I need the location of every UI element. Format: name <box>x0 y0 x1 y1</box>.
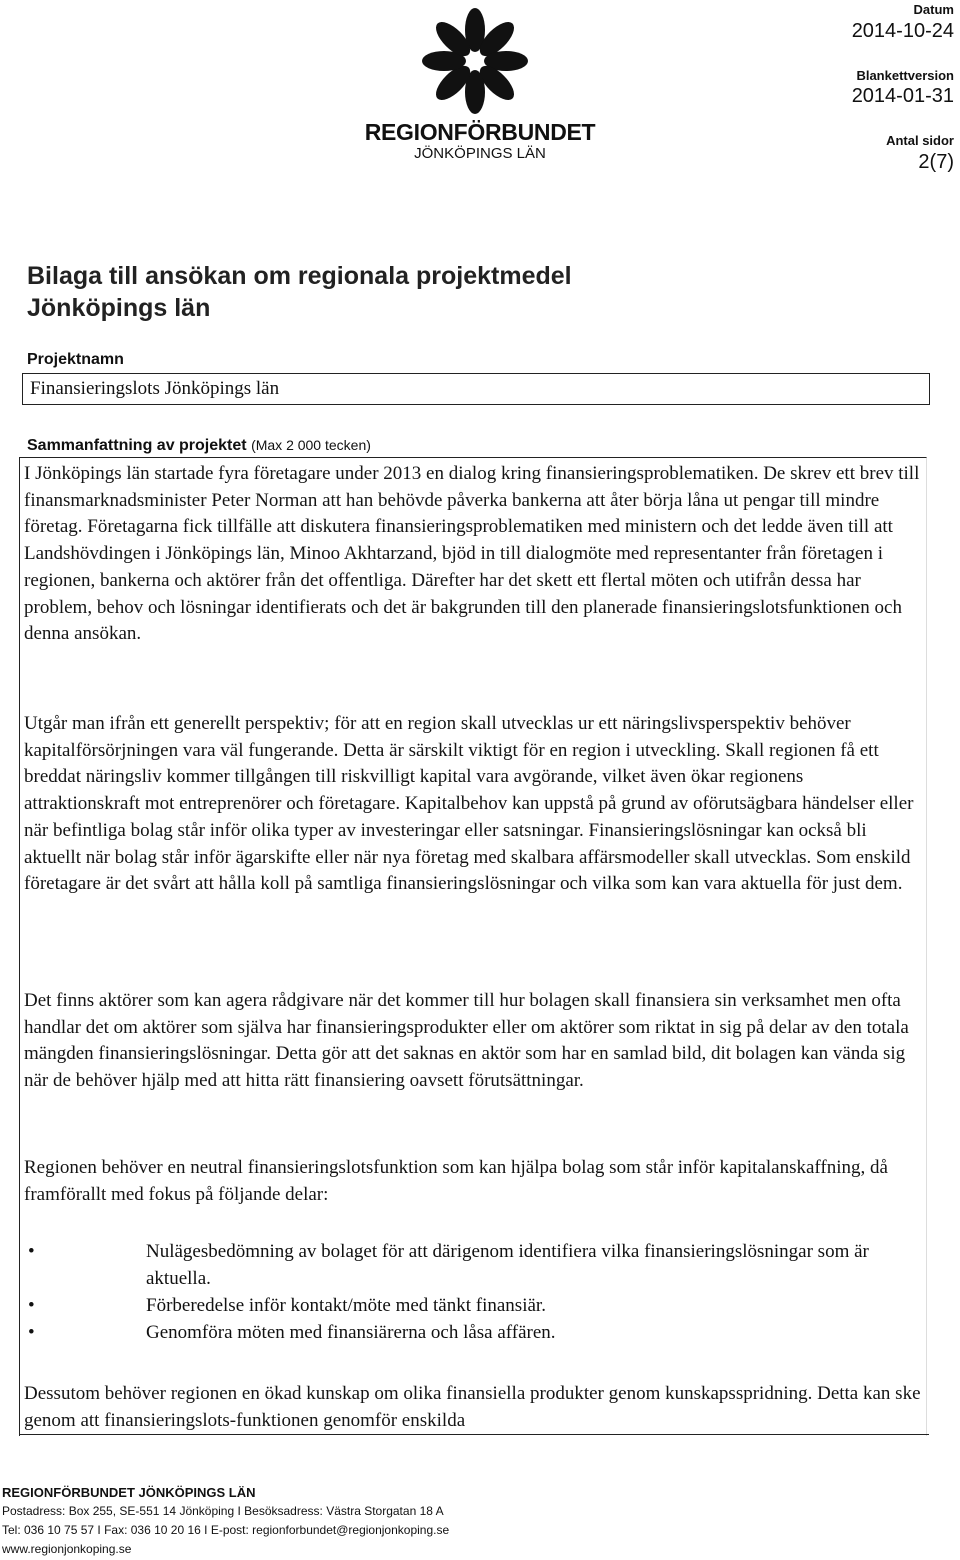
bullet-icon: • <box>28 1322 35 1343</box>
form-version-value: 2014-01-31 <box>851 85 954 107</box>
footer-address: Postadress: Box 255, SE-551 14 Jönköping I Besöksadress: Västra Storgatan 18 A <box>2 1504 444 1518</box>
summary-paragraph: Dessutom behöver regionen en ökad kunskap om olika finansiella produkter genom kunskapsspridning. Detta kan ske genom att finansieringslots-funktionen genomför enskilda <box>24 1383 921 1431</box>
footer-organization: REGIONFÖRBUNDET JÖNKÖPINGS LÄN <box>2 1485 256 1500</box>
summary-paragraph: Utgår man ifrån ett generellt perspektiv; för att en region skall utvecklas ur ett näringslivsperspektiv behöver kapitalförsörjningen vara väl fungerande. Detta är särskilt viktigt för en region i utveckling. Skall regionen få ett breddat näringsliv kommer tillgången till riskvilligt kapital vara avgörande, vilket även ökar regionens attraktionskraft mot entreprenörer och företagare. Kapitalbehov kan uppstå på grund av oförutsägbara händelser eller när befintliga bolag står inför olika typer av investeringar eller satsningar. Finansieringslösningar kan också bli aktuellt när bolag står inför ägarskifte eller när nya företag med skalbara affärsmodeller skall utvecklas. Som enskild företagare är det svårt att hålla koll på samtliga finansieringslösningar och vilka som kan vara aktuella för just dem. <box>24 713 914 895</box>
logo-region-name: JÖNKÖPINGS LÄN <box>414 145 546 162</box>
date-value: 2014-10-24 <box>851 20 954 42</box>
project-name-label: Projektnamn <box>27 351 124 368</box>
list-item-text: Genomföra möten med finansiärerna och låsa affären. <box>146 1322 556 1343</box>
page-count-value: 2(7) <box>918 151 954 173</box>
logo-organization-name: REGIONFÖRBUNDET <box>364 119 596 145</box>
summary-label-text: Sammanfattning av projektet <box>27 437 247 454</box>
list-item <box>24 1292 924 1319</box>
list-item <box>24 1238 924 1292</box>
list-item-text: Nulägesbedömning av bolaget för att därigenom identifiera vilka finansieringslösningar som är aktuella. <box>146 1241 869 1289</box>
date-label: Datum <box>913 2 954 17</box>
page-count-label: Antal sidor <box>886 133 954 148</box>
summary-paragraph: Det finns aktörer som kan agera rådgivare när det kommer till hur bolagen skall finansiera sin verksamhet men ofta handlar det om aktörer som själva har finansieringsprodukter eller om aktörer som riktat in sig på delar av den totala mängden finansieringslösningar. Detta gör att det saknas en aktör som har en samlad bild, dit bolagen kan vända sig när de behöver hjälp med att hitta rätt finansiering oavsett förutsättningar. <box>24 990 909 1092</box>
form-version-label: Blankettversion <box>856 68 954 83</box>
regionforbundet-logo-icon <box>420 6 530 116</box>
summary-bullet-list <box>24 1238 924 1346</box>
document-title: Bilaga till ansökan om regionala projektmedel <box>27 262 572 290</box>
page-footer <box>2 1483 449 1559</box>
project-name-value: Finansieringslots Jönköpings län <box>30 378 280 399</box>
footer-website: www.regionjonkoping.se <box>2 1542 132 1556</box>
footer-contact: Tel: 036 10 75 57 I Fax: 036 10 20 16 I E-post: regionforbundet@regionjonkoping.se <box>2 1523 450 1537</box>
bullet-icon: • <box>28 1295 35 1316</box>
list-item <box>24 1319 924 1346</box>
list-item-text: Förberedelse inför kontakt/möte med tänkt finansiär. <box>146 1295 546 1316</box>
bullet-icon: • <box>28 1241 35 1262</box>
document-subtitle: Jönköpings län <box>27 294 211 322</box>
summary-paragraph: Regionen behöver en neutral finansieringslotsfunktion som kan hjälpa bolag som står inför kapitalanskaffning, då framförallt med fokus på följande delar: <box>24 1157 888 1205</box>
summary-label <box>27 437 371 455</box>
summary-paragraph: I Jönköpings län startade fyra företagare under 2013 en dialog kring finansieringsproblematiken. De skrev ett brev till finansmarknadsminister Peter Norman att han behövde påverka bankerna att åter börja låna ut pengar till mindre företag. Företagarna fick tillfälle att diskutera finansieringsproblematiken med ministern och det ledde även till att Landshövdingen i Jönköpings län, Minoo Akhtarzand, bjöd in till dialogmöte med representanter från företagen i regionen, bankerna och aktörer från det offentliga. Därefter har det skett ett flertal möten och utifrån dessa har problem, behov och lösningar identifierats och det är bakgrunden till den planerade finansieringslotsfunktionen och denna ansökan. <box>24 463 920 645</box>
summary-label-note: (Max 2 000 tecken) <box>251 437 371 453</box>
